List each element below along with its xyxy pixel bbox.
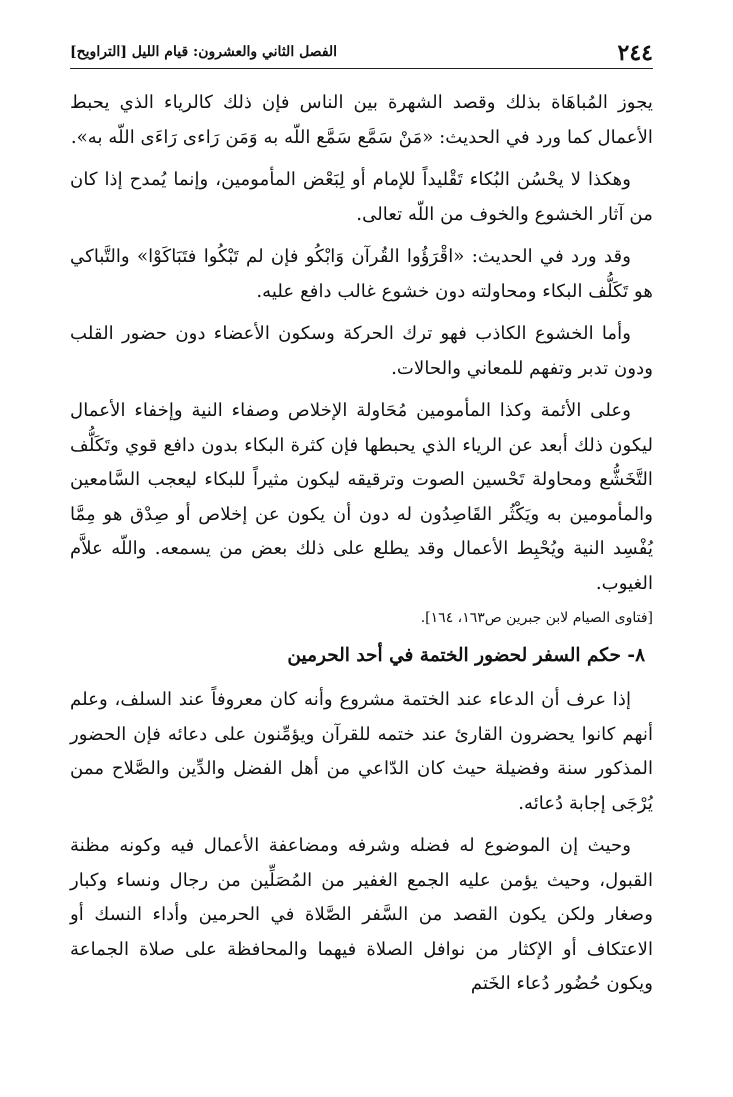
running-header <box>70 38 653 69</box>
paragraph: وحيث إن الموضوع له فضله وشرفه ومضاعفة الأعمال فيه وكونه مظنة القبول، وحيث يؤمن عليه الجمع الغفير من المُصَلِّين من رجال ونساء وكبار وصغار ولكن يكون القصد من السَّفر الصَّلاة في الحرمين وأداء النسك أو الاعتكاف أو الإكثار من نوافل الصلاة فيهما والمحافظة على صلاة الجماعة ويكون حُضُور دُعاء الخَتم <box>70 835 653 994</box>
section-heading: ٨- حكم السفر لحضور الختمة في أحد الحرمين <box>287 645 645 666</box>
paragraph: يجوز المُباهَاة بذلك وقصد الشهرة بين الناس فإن ذلك كالرياء الذي يحبط الأعمال كما ورد في الحديث: «مَنْ سَمَّع سَمَّع اللّه به وَمَن رَاءى رَاءَى اللّه به». <box>70 92 653 148</box>
page-number: ٢٤٤ <box>617 40 653 66</box>
body-text <box>70 86 653 1010</box>
paragraph: وعلى الأئمة وكذا المأمومين مُحَاولة الإخلاص وصفاء النية وإخفاء الأعمال ليكون ذلك أبعد عن الرياء الذي يحبطها فإن كثرة البكاء بدون دافع قوي وتَكَلُّف التَّخَشُّع ومحاولة تَحْسين الصوت وترقيقه ليكون مثيراً للبكاء ليعجب السَّامعين والمأمومين به ويَكْثُر القَاصِدُون له دون أن يكون عن إخلاص أو صِدْق هو مِمَّا يُفْسِد النية ويُحْبِط الأعمال وقد يطلع على ذلك بعض من يسمعه. واللّه علاَّم الغيوب. <box>70 400 653 594</box>
paragraph: وهكذا لا يحْسُن البُكاء تَقْليداً للإمام أو لِبَعْض المأمومين، وإنما يُمدح إذا كان من آثار الخشوع والخوف من اللّه تعالى. <box>70 169 653 225</box>
paragraph: وأما الخشوع الكاذب فهو ترك الحركة وسكون الأعضاء دون حضور القلب ودون تدبر وتفهم للمعاني والحالات. <box>70 323 653 379</box>
paragraph: إذا عرف أن الدعاء عند الختمة مشروع وأنه كان معروفاً عند السلف، وعلم أنهم كانوا يحضرون القارئ عند ختمه للقرآن ويؤمِّنون على دعائه فإن الحضور المذكور سنة وفضيلة حيث كان الدّاعي من أهل الفضل والدِّين والصَّلاح ممن يُرْجَى إجابة دُعائه. <box>70 689 653 814</box>
chapter-title: الفصل الثاني والعشرون: قيام الليل [التراويح] <box>70 44 338 60</box>
paragraph: وقد ورد في الحديث: «اقْرَؤُوا القُرآن وَابْكُو فإن لم تَبْكُوا فتَبَاكَوْا» والتَّباكي هو تَكَلُّف البكاء ومحاولته دون خشوع غالب دافع عليه. <box>70 246 653 302</box>
citation: [فتاوى الصيام لابن جبرين ص١٦٣، ١٦٤]. <box>420 610 653 626</box>
